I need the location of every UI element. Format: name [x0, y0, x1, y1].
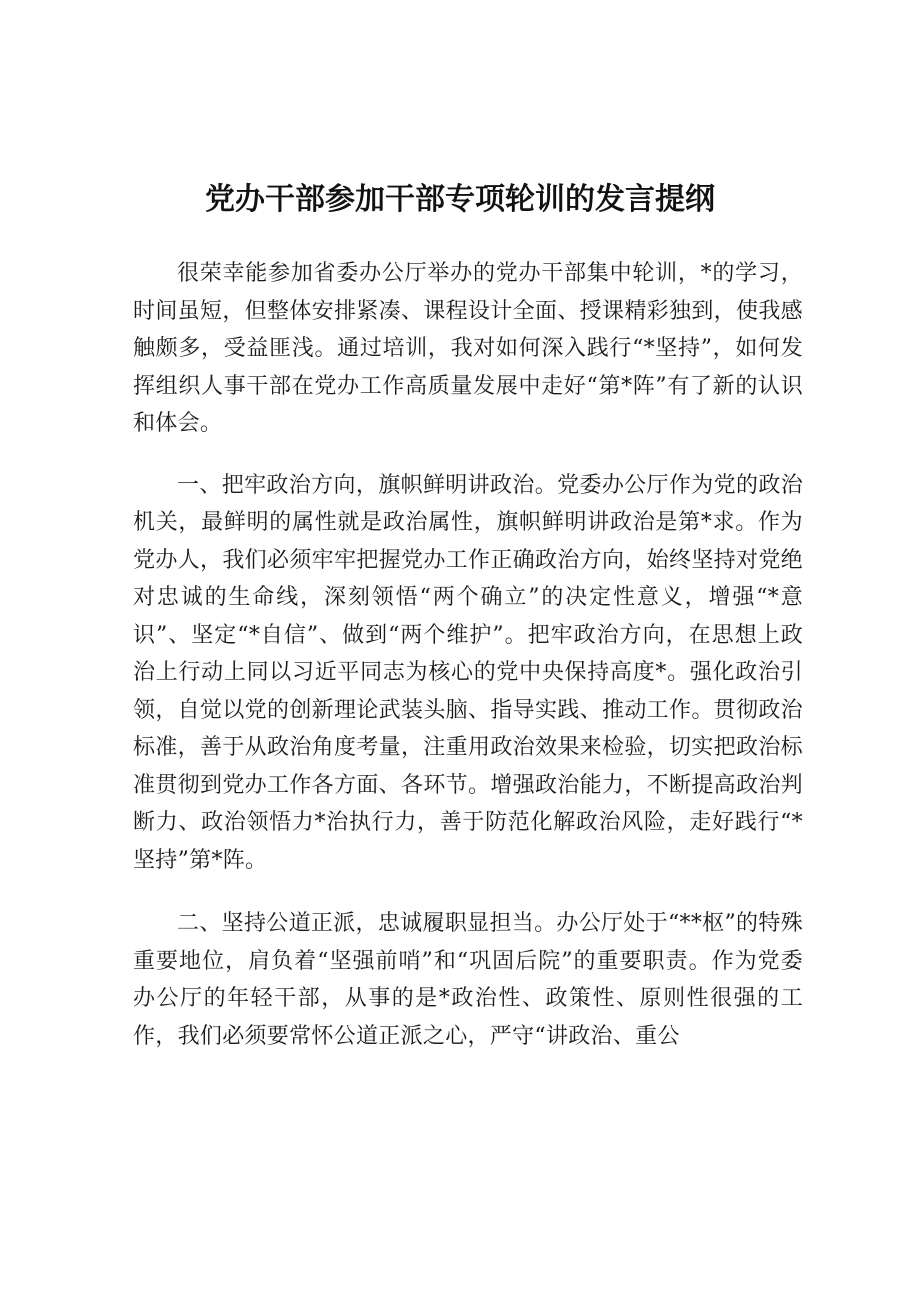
document-title: 党办干部参加干部专项轮训的发言提纲 — [205, 182, 715, 217]
paragraph-section-one: 一、把牢政治方向，旗帜鲜明讲政治。党委办公厅作为党的政治机关，最鲜明的属性就是政治属性，旗帜鲜明讲政治是第*求。作为党办人，我们必须牢牢把握党办工作正确政治方向，始终坚持对党绝对忠诚的生命线，深刻领悟“两个确立”的决定性意义，增强“*意识”、坚定“*自信”、做到“两个维护”。把牢政治方向，在思想上政治上行动上同以习近平同志为核心的党中央保持高度*。强化政治引领，自觉以党的创新理论武装头脑、指导实践、推动工作。贯彻政治标准，善于从政治角度考量，注重用政治效果来检验，切实把政治标准贯彻到党办工作各方面、各环节。增强政治能力，不断提高政治判断力、政治领悟力*治执行力，善于防范化解政治风险，走好践行“*坚持”第*阵。 — [133, 472, 803, 873]
paragraph-intro: 很荣幸能参加省委办公厅举办的党办干部集中轮训，*的学习，时间虽短，但整体安排紧凑、课程设计全面、授课精彩独到，使我感触颇多，受益匪浅。通过培训，我对如何深入践行“*坚持”，如何发挥组织人事干部在党办工作高质量发展中走好“第*阵”有了新的认识和体会。 — [133, 261, 803, 436]
paragraph-section-two: 二、坚持公道正派，忠诚履职显担当。办公厅处于“**枢”的特殊重要地位，肩负着“坚强前哨”和“巩固后院”的重要职责。作为党委办公厅的年轻干部，从事的是*政治性、政策性、原则性很强的工作，我们必须要常怀公道正派之心，严守“讲政治、重公 — [133, 911, 803, 1049]
document-body — [133, 255, 803, 1081]
